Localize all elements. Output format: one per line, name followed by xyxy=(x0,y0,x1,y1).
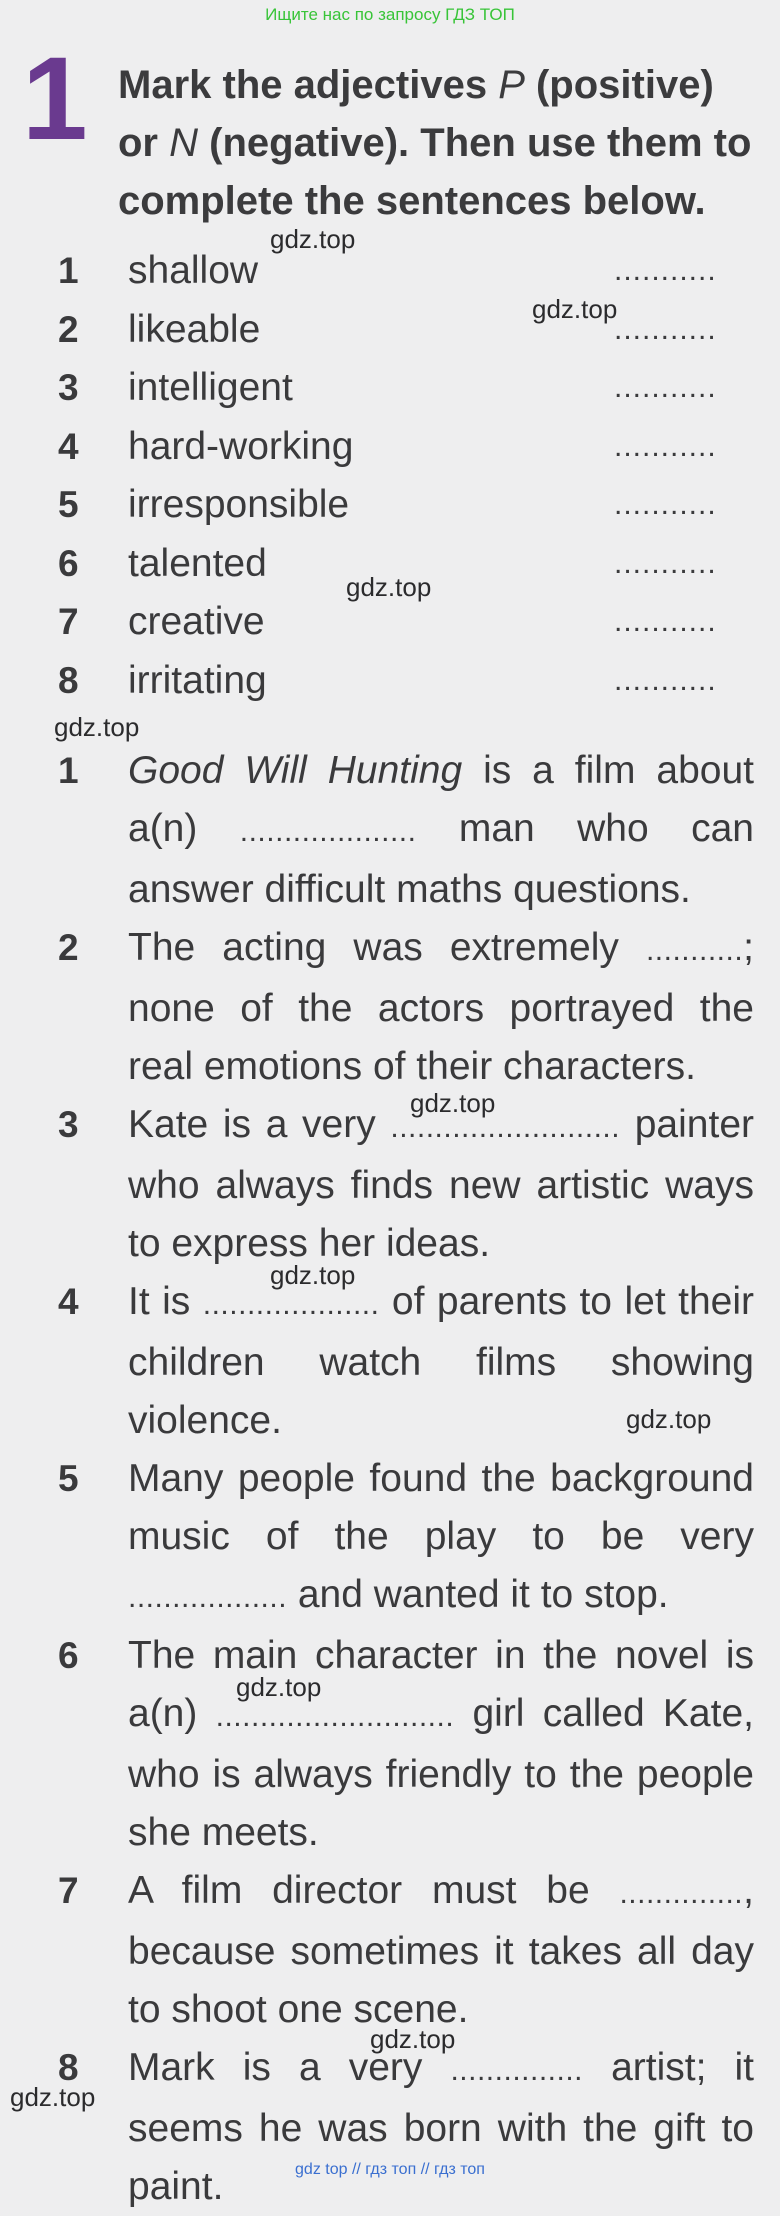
adjective-number: 4 xyxy=(58,425,79,467)
watermark: gdz.top xyxy=(270,1260,356,1290)
answer-blank: ........................... xyxy=(215,1700,455,1733)
sentence-list xyxy=(0,742,780,2216)
header-banner[interactable]: Ищите нас по запросу ГДЗ ТОП xyxy=(265,5,515,24)
adjective-word: shallow xyxy=(128,249,259,292)
sentence-item xyxy=(0,742,780,919)
answer-blank: .............. xyxy=(619,1877,744,1910)
answer-blank: ............... xyxy=(450,2054,583,2087)
sentence-text: man who can answer difficult maths questions. xyxy=(128,807,754,911)
sentence-item xyxy=(0,1096,780,1273)
sentence-item xyxy=(0,919,780,1096)
exercise-number: 1 xyxy=(22,33,88,165)
adjective-number: 3 xyxy=(58,367,79,408)
sentence-text: The main character in the novel is a(n) xyxy=(128,1634,754,1735)
adjective-word: irresponsible xyxy=(128,483,350,526)
negative-letter: N xyxy=(169,121,199,165)
footer-banner[interactable]: gdz top // гдз топ // гдз топ xyxy=(295,2161,485,2178)
adjective-list xyxy=(0,242,780,710)
adjective-item xyxy=(0,301,780,360)
watermark: gdz.top xyxy=(346,572,432,602)
answer-blank: ........... xyxy=(614,488,717,521)
adjective-number: 8 xyxy=(58,659,79,701)
sentence-text: , because sometimes it takes all day to shoot one scene. xyxy=(128,1869,754,2031)
watermark: gdz.top xyxy=(532,294,618,324)
answer-blank: .................... xyxy=(239,815,417,848)
sentence-text: and wanted it to stop. xyxy=(287,1573,669,1616)
adjective-number: 7 xyxy=(58,601,79,642)
answer-blank: ........... xyxy=(614,605,717,638)
instruction-text: (positive) or xyxy=(118,63,714,165)
adjective-item xyxy=(0,418,780,477)
answer-blank: ........... xyxy=(614,663,717,697)
sentence-item xyxy=(0,2039,780,2216)
adjective-number: 5 xyxy=(58,484,79,525)
sentence-text: ; none of the actors portrayed the real emotions of their characters. xyxy=(128,926,754,1088)
watermark: gdz.top xyxy=(410,1088,496,1118)
watermark: gdz.top xyxy=(626,1404,712,1434)
sentence-text: Many people found the background music of the play to be very xyxy=(128,1457,754,1558)
sentence-text: artist; it seems he was born with the gift to paint. xyxy=(128,2046,754,2208)
instruction-text: Mark the adjectives xyxy=(118,63,499,107)
answer-blank: ........... xyxy=(645,934,744,967)
answer-blank: .................... xyxy=(202,1288,380,1321)
sentence-item xyxy=(0,1627,780,1862)
sentence-text: painter who always finds new artistic ways to express her ideas. xyxy=(128,1103,754,1265)
sentence-text: A film director must be xyxy=(128,1869,620,1912)
answer-blank: ........... xyxy=(614,429,717,463)
sentence-text: of parents to let their children watch films showing violence. xyxy=(128,1280,754,1442)
adjective-item xyxy=(0,652,780,711)
adjective-word: creative xyxy=(128,600,265,643)
sentence-text: The acting was extremely xyxy=(128,926,646,969)
answer-blank: .................. xyxy=(128,1581,288,1614)
instruction-text: (negative). Then use them to complete the sentences below. xyxy=(118,121,752,223)
sentence-number: 7 xyxy=(58,1870,79,1911)
sentence-text: Mark is a very xyxy=(128,2046,451,2089)
positive-letter: P xyxy=(498,63,525,107)
adjective-item xyxy=(0,242,780,301)
sentence-number: 5 xyxy=(58,1458,79,1499)
watermark: gdz.top xyxy=(10,2082,96,2112)
adjective-word: irritating xyxy=(128,658,267,702)
sentence-text: Kate is a very xyxy=(128,1103,391,1146)
answer-blank: .......................... xyxy=(390,1111,621,1144)
adjective-item xyxy=(0,476,780,535)
adjective-item xyxy=(0,359,780,418)
adjective-word: likeable xyxy=(128,307,261,351)
answer-blank: ........... xyxy=(614,312,717,346)
adjective-number: 1 xyxy=(58,250,79,291)
sentence-text: is a film about a(n) xyxy=(128,749,754,850)
exercise-instruction xyxy=(118,56,758,230)
sentence-number: 4 xyxy=(58,1281,79,1322)
watermark: gdz.top xyxy=(236,1672,322,1702)
sentence-number: 6 xyxy=(58,1635,79,1676)
sentence-text: girl called Kate, who is always friendly to the people she meets. xyxy=(128,1692,754,1854)
adjective-number: 2 xyxy=(58,308,79,350)
answer-blank: ........... xyxy=(614,371,717,404)
adjective-word: talented xyxy=(128,541,267,585)
watermark: gdz.top xyxy=(54,712,140,742)
sentence-number: 2 xyxy=(58,927,79,968)
adjective-number: 6 xyxy=(58,542,79,584)
sentence-item xyxy=(0,1862,780,2039)
watermark: gdz.top xyxy=(270,224,356,254)
film-title: Good Will Hunting xyxy=(128,749,463,792)
answer-blank: ........... xyxy=(614,546,717,580)
adjective-word: intelligent xyxy=(128,366,293,409)
sentence-text: It is xyxy=(128,1280,203,1323)
sentence-number: 8 xyxy=(58,2047,79,2088)
adjective-word: hard-working xyxy=(128,424,354,468)
answer-blank: ........... xyxy=(614,254,717,287)
sentence-number: 1 xyxy=(58,750,79,791)
sentence-number: 3 xyxy=(58,1104,79,1145)
watermark: gdz.top xyxy=(370,2024,456,2054)
sentence-item xyxy=(0,1450,780,1627)
